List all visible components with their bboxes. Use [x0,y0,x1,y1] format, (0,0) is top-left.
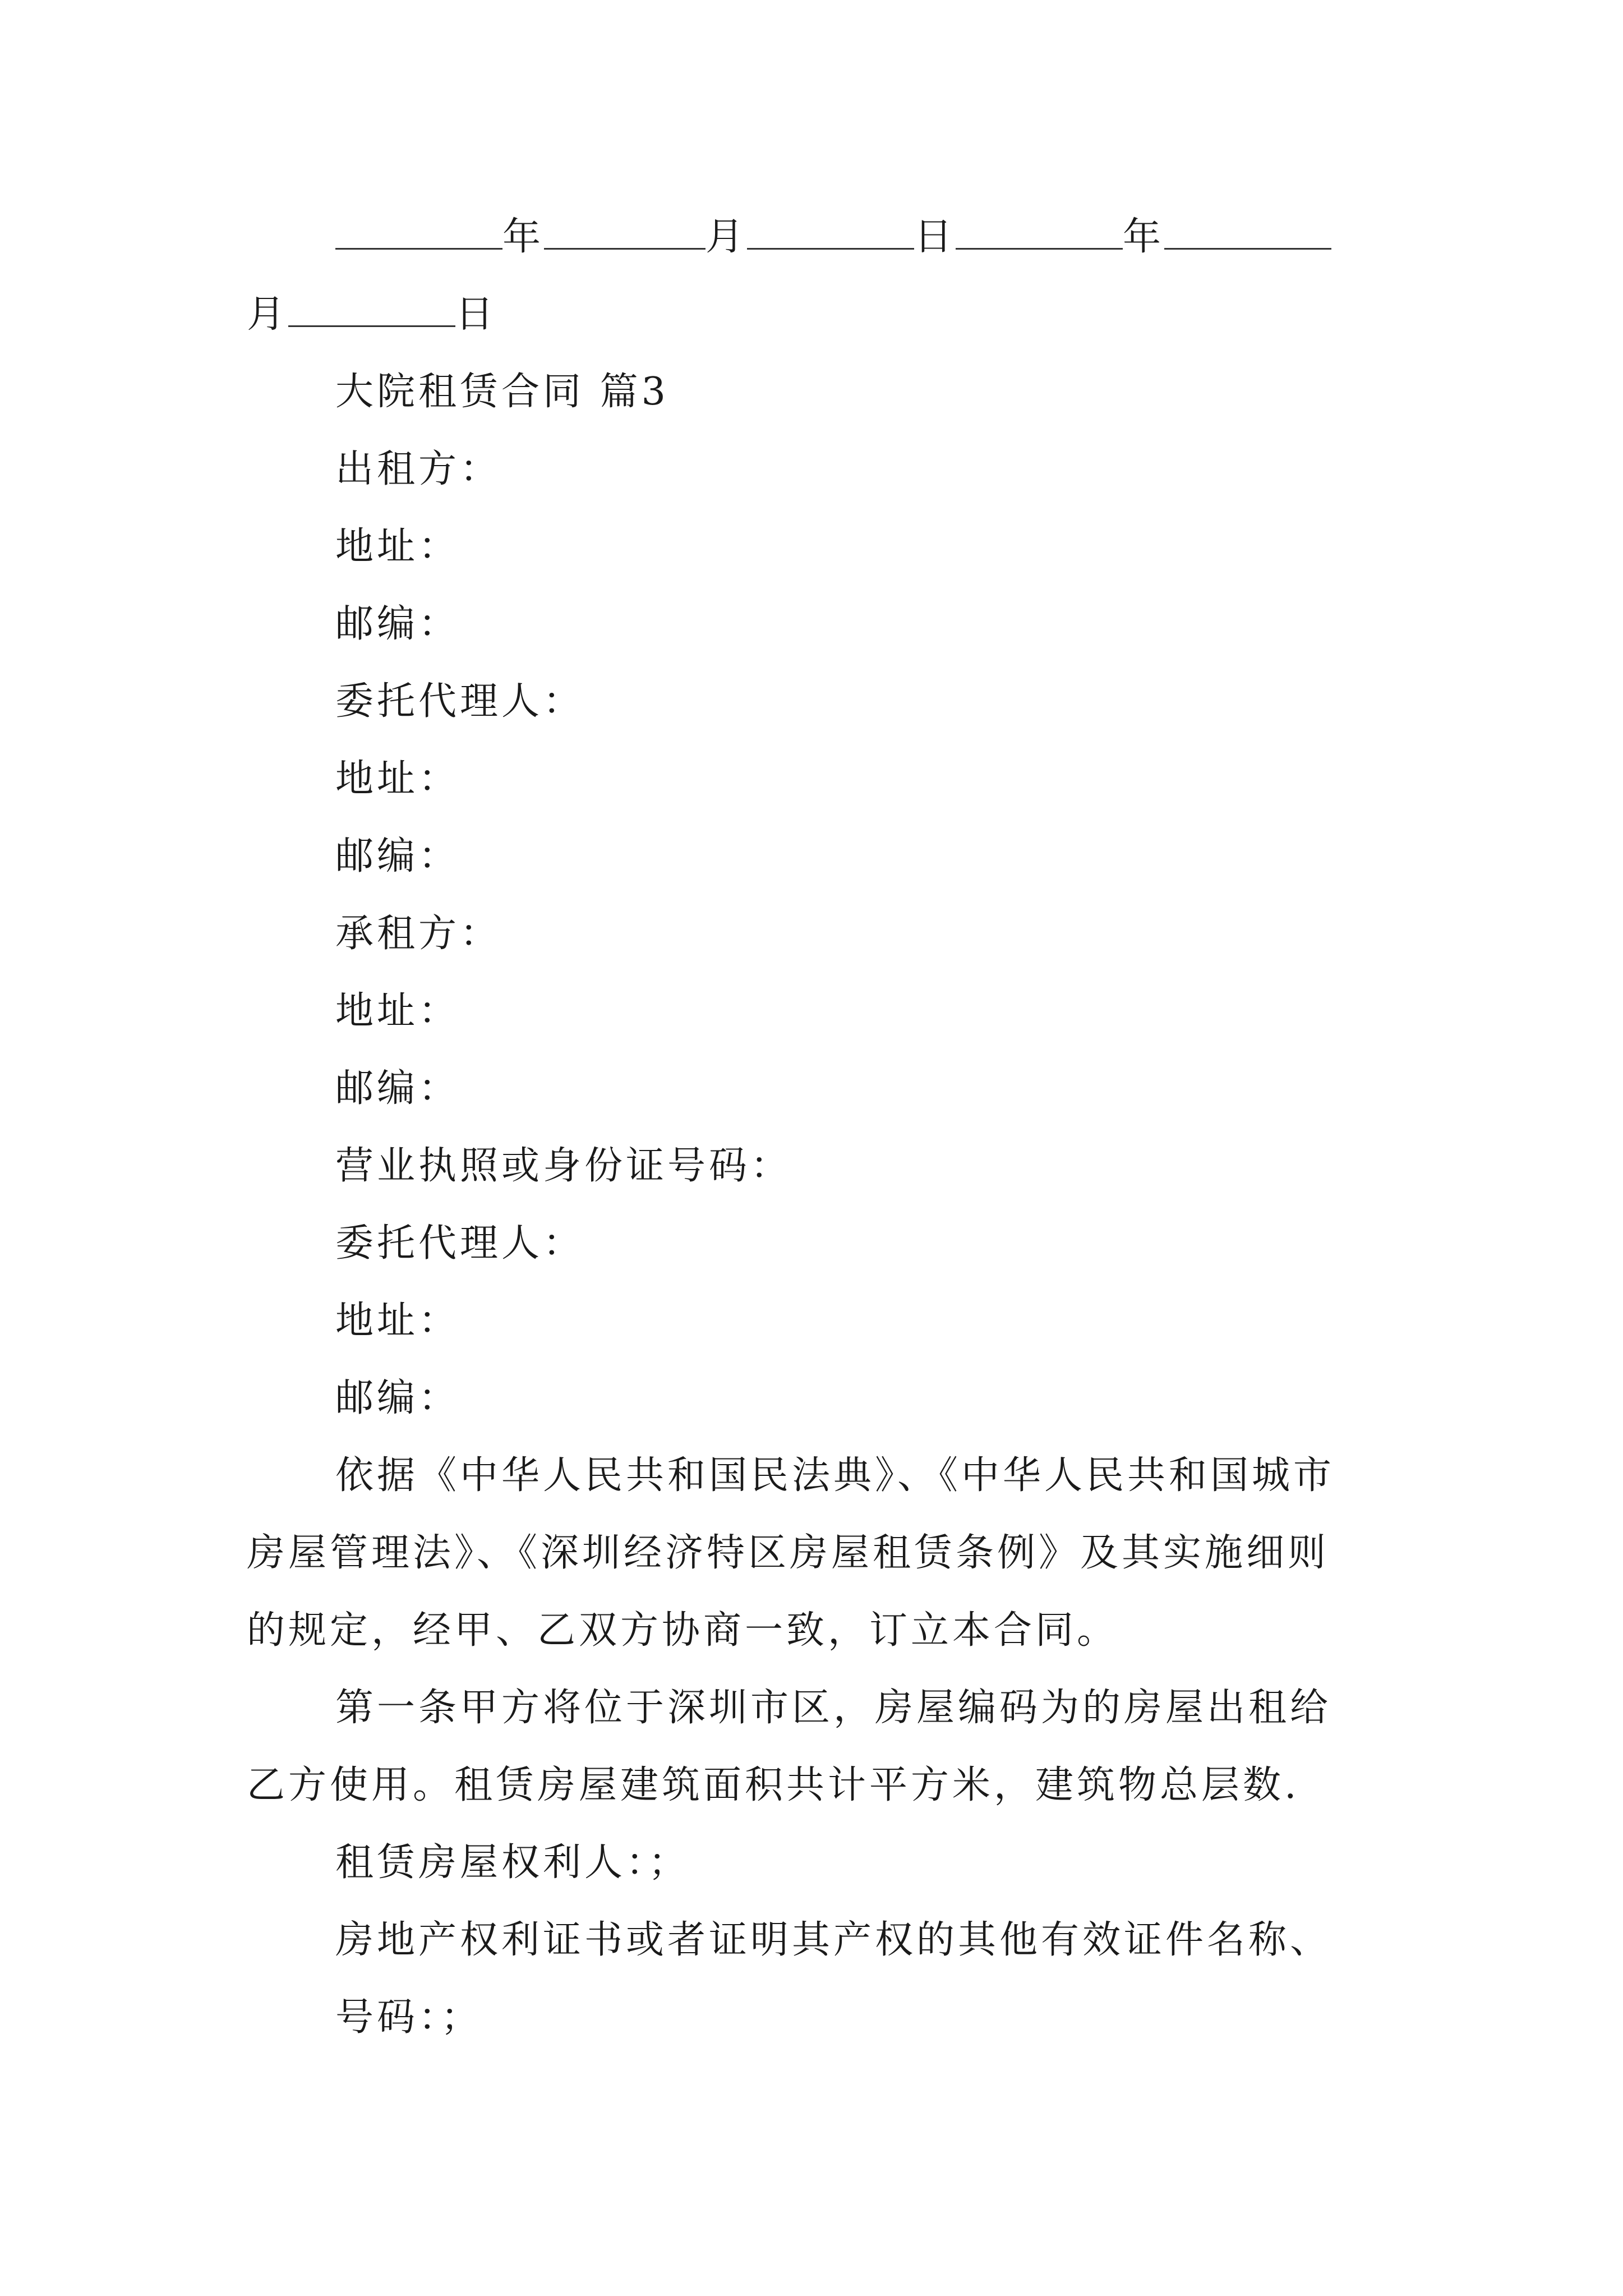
blank-year-1[interactable] [335,213,502,250]
year-label-2: 年 [1123,215,1165,259]
blank-day-2[interactable] [288,291,455,327]
date-line-2 [247,289,497,340]
day-label-1: 日 [914,215,956,259]
lessor-postcode: 邮编： [335,602,460,646]
lessee-license-id: 营业执照或身份证号码： [335,1144,792,1188]
date-line-1 [335,212,1331,263]
lessee-agent: 委托代理人： [335,1221,585,1266]
property-owner: 租赁房屋权利人：； [335,1841,690,1885]
blank-year-2[interactable] [956,213,1123,250]
blank-month-2[interactable] [1164,213,1331,250]
article1-line-2: 乙方使用。租赁房屋建筑面积共计平方米，建筑物总层数. [247,1763,1300,1807]
lessee-agent-postcode: 邮编： [335,1376,460,1420]
preamble-line-1: 依据《中华人民共和国民法典》、《中华人民共和国城市 [335,1453,1335,1498]
lessee-postcode: 邮编： [335,1066,460,1111]
certificate-line-1: 房地产权利证书或者证明其产权的其他有效证件名称、 [335,1918,1332,1962]
lessee-label: 承租方： [335,912,502,956]
lessor-label: 出租方： [335,447,502,491]
lessor-address: 地址： [335,524,460,569]
lessor-agent: 委托代理人： [335,679,585,724]
article1-line-1: 第一条甲方将位于深圳市区，房屋编码为的房屋出租给 [335,1686,1332,1730]
preamble-line-2: 房屋管理法》、《深圳经济特区房屋租赁条例》及其实施细则 [247,1531,1330,1575]
contract-title: 大院租赁合同 篇3 [335,370,669,414]
lessor-agent-postcode: 邮编： [335,834,460,878]
year-label-1: 年 [502,215,545,259]
certificate-line-2: 号码：； [335,1995,483,2040]
lessee-address: 地址： [335,989,460,1033]
day-label-2: 日 [455,292,497,337]
month-label-2: 月 [247,292,289,337]
lessor-agent-address: 地址： [335,757,460,801]
lessee-agent-address: 地址： [335,1299,460,1343]
blank-month-1[interactable] [544,213,706,250]
preamble-line-3: 的规定，经甲、乙双方协商一致，订立本合同。 [247,1608,1119,1653]
month-label-1: 月 [706,215,748,259]
blank-day-1[interactable] [747,213,914,250]
